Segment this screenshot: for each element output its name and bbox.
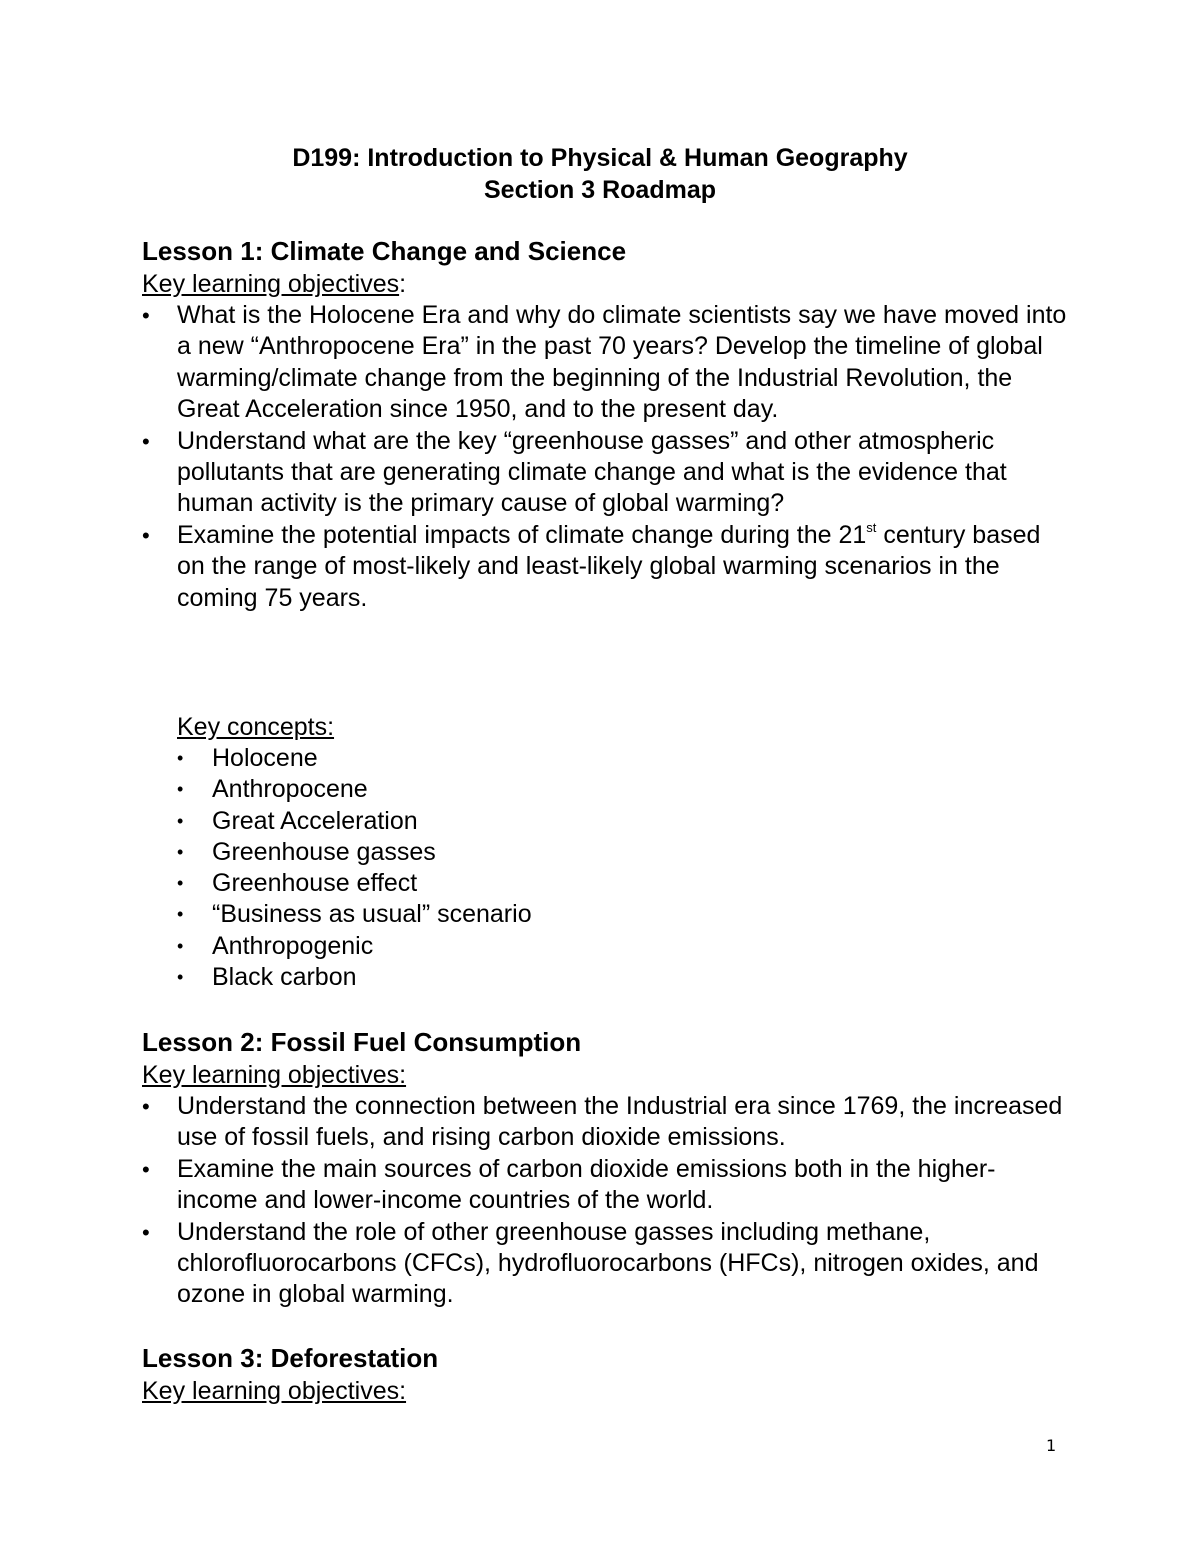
document-title: D199: Introduction to Physical & Human Geography	[292, 144, 908, 172]
list-item	[177, 837, 532, 868]
bullet-icon: •	[142, 522, 150, 548]
lesson-1-concepts-label-text: Key concepts:	[177, 713, 335, 741]
lesson-1-concepts-list	[177, 743, 532, 993]
concept-text: “Business as usual” scenario	[212, 900, 532, 929]
list-item	[142, 520, 1072, 614]
lesson-2-objectives-list	[142, 1091, 1072, 1311]
list-item	[142, 1217, 1072, 1311]
objective-text	[177, 521, 1040, 612]
bullet-icon: •	[142, 428, 150, 454]
lesson-3-objectives-label-text: Key learning objectives:	[142, 1377, 407, 1405]
lesson-2-heading: Lesson 2: Fossil Fuel Consumption	[142, 1027, 582, 1057]
document-subtitle: Section 3 Roadmap	[484, 176, 716, 204]
bullet-icon: •	[177, 873, 184, 894]
objective-text: What is the Holocene Era and why do climate scientists say we have moved into a new “Anthropocene Era” in the past 70 years? Develop the timeline of global warming/climate change from the beginning of the Industrial Revolution, the Great Acceleration since 1950, and to the present day.	[177, 301, 1067, 424]
objective-text-part-2: century based on the range of most-likely and least-likely global warming scenarios in the coming 75 years.	[177, 520, 1041, 612]
concept-text: Anthropocene	[212, 775, 368, 804]
lesson-1-heading: Lesson 1: Climate Change and Science	[142, 236, 627, 266]
list-item	[177, 806, 532, 837]
bullet-icon: •	[177, 935, 184, 956]
list-item	[177, 962, 532, 993]
bullet-icon: •	[177, 779, 184, 800]
objective-text: Understand what are the key “greenhouse gasses” and other atmospheric pollutants that are generating climate change and what is the evidence that human activity is the primary cause of global warming?	[177, 426, 1007, 518]
list-item	[177, 899, 532, 930]
list-item	[177, 931, 532, 962]
objective-text: Understand the connection between the Industrial era since 1769, the increased use of fossil fuels, and rising carbon dioxide emissions.	[177, 1092, 1063, 1152]
objective-text-part-1: Examine the potential impacts of climate change during the 21	[177, 520, 867, 549]
bullet-icon: •	[142, 303, 150, 328]
lesson-1-objectives-label-text: Key learning objectives	[142, 270, 400, 298]
list-item	[142, 1091, 1072, 1154]
lesson-3-objectives-label	[142, 1375, 406, 1407]
bullet-icon: •	[177, 810, 184, 831]
concept-text: Holocene	[212, 744, 318, 772]
lesson-2-objectives-label	[142, 1059, 406, 1091]
list-item	[177, 774, 532, 805]
bullet-icon: •	[142, 1094, 150, 1119]
lesson-1-objectives-list	[142, 300, 1072, 614]
concept-text: Black carbon	[212, 963, 357, 992]
concept-text: Anthropogenic	[212, 931, 374, 960]
list-item	[177, 743, 532, 774]
objective-text: Examine the main sources of carbon dioxide emissions both in the higher-income and lower-income countries of the world.	[177, 1154, 996, 1215]
concept-text: Great Acceleration	[212, 806, 418, 835]
concept-text: Greenhouse effect	[212, 869, 418, 898]
lesson-1-objectives-label	[142, 268, 406, 300]
ordinal-superscript: st	[866, 519, 877, 535]
list-item	[177, 868, 532, 899]
page-number: 1	[1046, 1436, 1057, 1455]
lesson-2-objectives-label-text: Key learning objectives:	[142, 1061, 407, 1089]
objective-text: Understand the role of other greenhouse gasses including methane, chlorofluorocarbons (CFCs), hydrofluorocarbons (HFCs), nitrogen oxides, and ozone in global warming.	[177, 1217, 1039, 1309]
lesson-1-objectives-colon: :	[399, 270, 407, 298]
bullet-icon: •	[177, 904, 184, 925]
list-item	[142, 426, 1072, 520]
bullet-icon: •	[142, 1219, 150, 1245]
lesson-3-heading: Lesson 3: Deforestation	[142, 1343, 439, 1373]
bullet-icon: •	[177, 967, 184, 988]
bullet-icon: •	[142, 1156, 150, 1182]
bullet-icon: •	[177, 748, 184, 768]
lesson-1-concepts-label	[177, 711, 334, 743]
bullet-icon: •	[177, 841, 184, 862]
list-item	[142, 1154, 1072, 1217]
concept-text: Greenhouse gasses	[212, 837, 436, 866]
list-item	[142, 300, 1072, 426]
